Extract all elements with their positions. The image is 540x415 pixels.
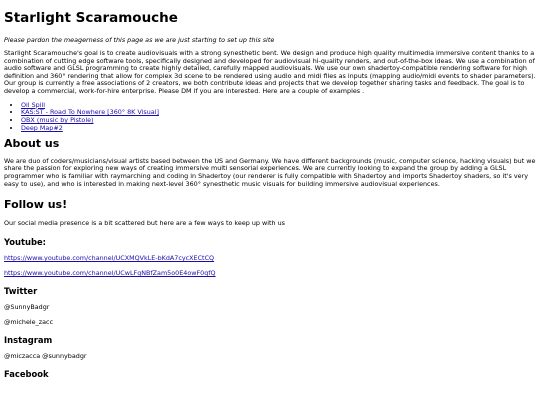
twitter-heading: Twitter bbox=[4, 286, 38, 297]
intro-note: Please pardon the meagerness of this page as we are just starting to set up this site bbox=[4, 36, 275, 44]
example-link-kasst[interactable]: KAS:ST - Road To Nowhere [360° 8K Visual] bbox=[21, 108, 159, 117]
example-link-deep-map[interactable]: Deep Map#2 bbox=[21, 123, 63, 132]
youtube-link-1[interactable]: https://www.youtube.com/channel/UCXMQVkLE-bKdA7cycXECtCQ bbox=[4, 254, 215, 263]
about-paragraph: We are duo of coders/musicians/visual artists based between the US and Germany. We have different backgrounds (music, computer science, hacking visuals) but we share the passion for exploring new ways of creating immersive multi sensorial experiences. We are currently looking to expand the group by adding a GLSL programmer who is familiar with raymarching and coding in Shadertoy (our renderer is fully compatible with Shadertoy and imports Shadertoy shaders, so it's very easy to use), and who is interested in making next-level 360° synesthetic music visuals for building immersive audiovisual experiences. bbox=[4, 156, 536, 188]
description-paragraph: Starlight Scaramouche's goal is to create audiovisuals with a strong synesthetic bent. We design and produce high quality multimedia immersive content thanks to a combination of cutting edge software tools, specifically designed and developed for audiovisual hi-quality renders, and out-of-the-box ideas. We use a combination of audio software and GLSL programming to create highly detailed, carefully mapped audiovisuals. We use our own shadertoy-compatible rendering software for high definition and 360° rendering that allow for complex 3d scene to be rendered using audio and midi files as inputs (mapping audio/midi events to shader parameters). Our group is currently a free associations of 2 creators, we both contribute ideas and projects that we develop together sharing tasks and feedback. The goal is to develop a commercial, work-for-hire enterprise. Please DM if you are interested. Here are a couple of examples . bbox=[4, 49, 536, 95]
twitter-handle-1: @SunnyBadgr bbox=[4, 303, 50, 312]
facebook-heading: Facebook bbox=[4, 369, 49, 380]
examples-list bbox=[4, 102, 536, 133]
instagram-heading: Instagram bbox=[4, 335, 53, 346]
about-heading: About us bbox=[4, 136, 60, 150]
youtube-link-2[interactable]: https://www.youtube.com/channel/UCwLFgNBfZam5o0E4owF0qfQ bbox=[4, 269, 216, 278]
list-item bbox=[21, 125, 536, 133]
page-content bbox=[0, 10, 540, 379]
youtube-link-1-line bbox=[4, 254, 536, 262]
follow-heading: Follow us! bbox=[4, 198, 68, 212]
twitter-handle-2: @michele_zacc bbox=[4, 318, 54, 327]
list-item bbox=[21, 117, 536, 125]
example-link-obx[interactable]: OBX (music by Pistole) bbox=[21, 116, 94, 125]
example-link-oil-spill[interactable]: Oil Spill bbox=[21, 100, 46, 109]
list-item bbox=[21, 109, 536, 117]
youtube-link-2-line bbox=[4, 269, 536, 277]
page-title: Starlight Scaramouche bbox=[4, 10, 178, 26]
youtube-heading: Youtube: bbox=[4, 237, 47, 248]
instagram-handles: @miczacca @sunnybadgr bbox=[4, 352, 87, 361]
follow-paragraph: Our social media presence is a bit scattered but here are a few ways to keep up with us bbox=[4, 219, 285, 228]
